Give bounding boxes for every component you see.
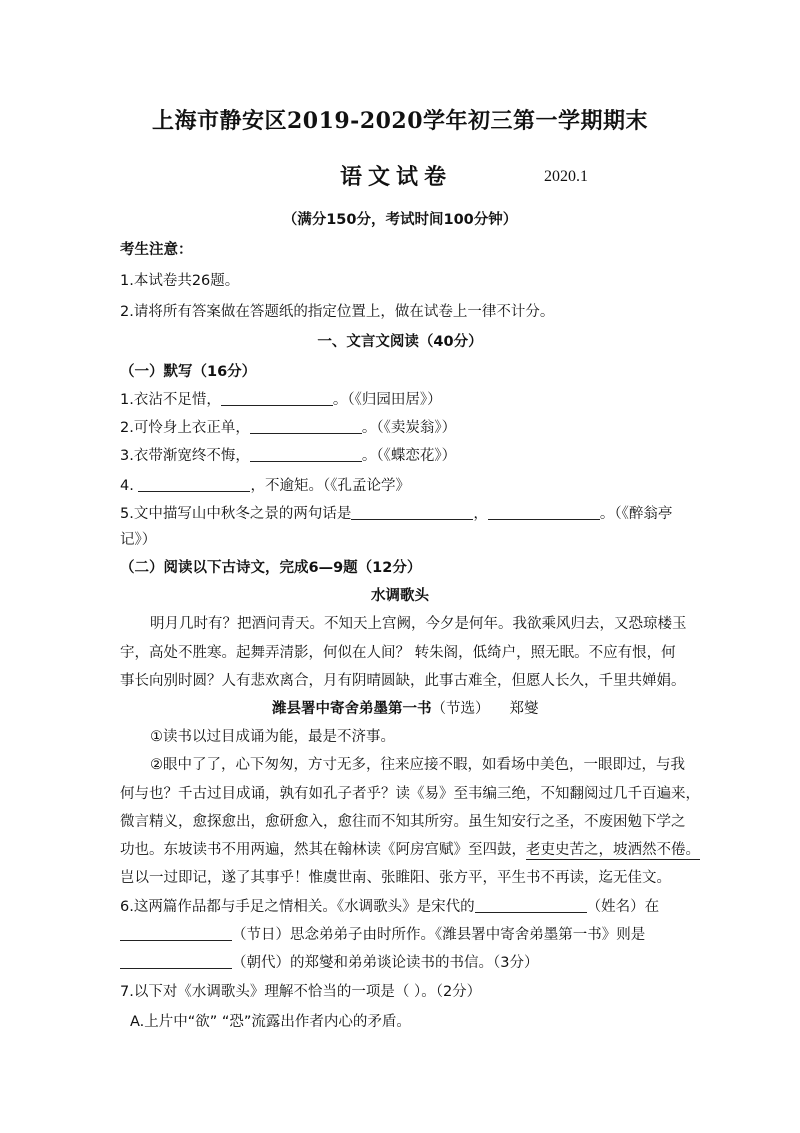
answer-blank xyxy=(488,505,600,520)
exam-date: 2020.1 xyxy=(544,168,588,185)
answer-blank xyxy=(221,391,333,406)
notice-heading: 考生注意： xyxy=(120,242,193,258)
letter-paragraph-2-line-2: 何与也？千古过目成诵，孰有如孔子者乎？读《易》至韦编三绝，不知翻阅过几千百遍来， xyxy=(120,786,700,802)
answer-blank xyxy=(475,898,587,913)
letter-paragraph-2-line-1: ②眼中了了，心下匆匆，方寸无多，往来应接不暇，如看场中美色，一眼即过，与我 xyxy=(150,757,685,773)
question-6-text: 6.这两篇作品都与手足之情相关。《水调歌头》是宋代的 xyxy=(120,899,475,915)
exam-title: 上海市静安区2019-2020学年初三第一学期期末 xyxy=(151,108,649,134)
question-4-text: ，不逾矩。（《孔孟论学》 xyxy=(250,478,410,494)
question-5-text: 5.文中描写山中秋冬之景的两句话是 xyxy=(120,506,352,522)
poem-line-2: 宇，高处不胜寒。起舞弄清影，何似在人间？ 转朱阁，低绮户，照无眠。不应有恨，何 xyxy=(120,645,676,661)
answer-blank xyxy=(250,447,362,462)
question-2 xyxy=(120,418,456,438)
part-2-heading: （二）阅读以下古诗文，完成6—9题（12分） xyxy=(120,560,422,576)
letter-heading xyxy=(272,699,539,719)
notice-item-2: 2.请将所有答案做在答题纸的指定位置上，做在试卷上一律不计分。 xyxy=(120,304,555,320)
subtitle-row xyxy=(0,160,800,194)
question-2-source: 。（《卖炭翁》） xyxy=(361,420,457,436)
notice-item-1: 1.本试卷共26题。 xyxy=(120,273,240,289)
letter-author: 郑燮 xyxy=(509,701,539,717)
exam-subtitle: 语文试卷 xyxy=(340,164,453,190)
question-6-dynasty-label: （朝代）的郑燮和弟弟谈论读书的书信。（3分） xyxy=(232,955,539,971)
answer-blank xyxy=(250,419,362,434)
letter-paragraph-1: ①读书以过目成诵为能，最是不济事。 xyxy=(150,729,395,745)
question-2-text: 2.可怜身上衣正单， xyxy=(120,420,250,436)
part-1-heading: （一）默写（16分） xyxy=(120,364,257,380)
exam-info: （满分150分，考试时间100分钟） xyxy=(282,212,518,228)
question-5-source: 。（《醉翁亭 xyxy=(599,506,673,522)
question-4 xyxy=(120,476,410,496)
question-1 xyxy=(120,390,442,410)
answer-blank xyxy=(120,926,232,941)
answer-blank xyxy=(120,954,232,969)
question-6-line-1 xyxy=(120,897,659,917)
question-5 xyxy=(120,504,672,524)
question-5-separator: ， xyxy=(473,506,488,522)
question-3-source: 。（《蝶恋花》） xyxy=(361,448,457,464)
question-7: 7.以下对《水调歌头》理解不恰当的一项是（ ）。（2分） xyxy=(120,984,482,1000)
question-6-line-2 xyxy=(120,925,645,945)
question-6-line-3 xyxy=(120,953,538,973)
section-1-heading: 一、文言文阅读（40分） xyxy=(317,334,483,350)
letter-note: （节选） xyxy=(431,701,490,717)
letter-line-4-text: 功也。东坡读书不用两遍，然其在翰林读《阿房宫赋》至四鼓， xyxy=(120,842,526,858)
question-1-text: 1.衣沾不足惜， xyxy=(120,392,221,408)
underlined-sentence: 老吏史苦之，坡洒然不倦。 xyxy=(526,842,700,858)
letter-paragraph-2-line-3: 微言精义，愈探愈出，愈研愈入，愈往而不知其所穷。虽生知安行之圣，不废困勉下学之 xyxy=(120,814,686,830)
question-5-continuation: 记》） xyxy=(120,532,157,548)
letter-paragraph-2-line-5: 岂以一过即记，遂了其事乎！惟虞世南、张睢阳、张方平，平生书不再读，迄无佳文。 xyxy=(120,870,671,886)
question-3 xyxy=(120,446,456,466)
letter-title: 潍县署中寄舍弟墨第一书 xyxy=(272,701,432,717)
poem-line-1: 明月几时有？把酒问青天。不知天上宫阙，今夕是何年。我欲乘风归去，又恐琼楼玉 xyxy=(150,616,687,632)
letter-paragraph-2-line-4 xyxy=(120,840,700,860)
question-4-number: 4. xyxy=(120,478,139,494)
answer-blank xyxy=(138,477,250,492)
question-6-festival-label: （节日）思念弟弟子由时所作。《潍县署中寄舍弟墨第一书》则是 xyxy=(232,927,646,943)
question-1-source: 。（《归园田居》） xyxy=(332,392,442,408)
question-3-text: 3.衣带渐宽终不悔， xyxy=(120,448,250,464)
answer-blank xyxy=(351,505,473,520)
poem-line-3: 事长向别时圆？人有悲欢离合，月有阴晴圆缺，此事古难全，但愿人长久，千里共婵娟。 xyxy=(120,673,686,689)
poem-title: 水调歌头 xyxy=(371,588,429,604)
question-6-name-label: （姓名）在 xyxy=(586,899,660,915)
question-7-option-a: A.上片中“欲” “恐”流露出作者内心的矛盾。 xyxy=(130,1014,411,1030)
